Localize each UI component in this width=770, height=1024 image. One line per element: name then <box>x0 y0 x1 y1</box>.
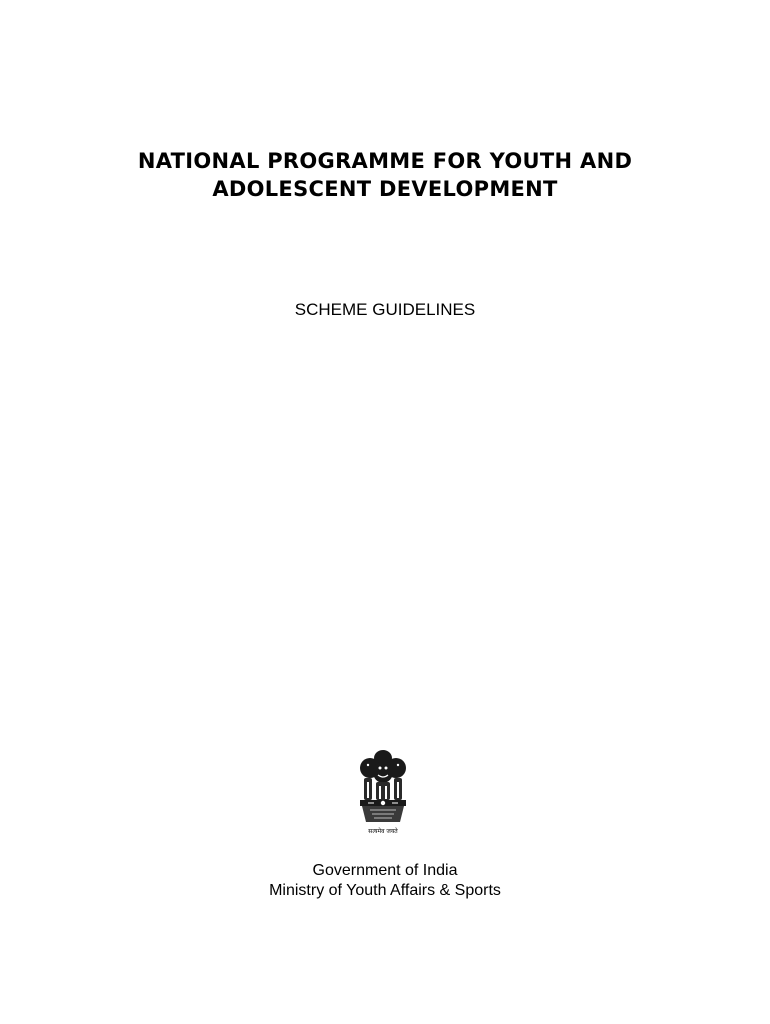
national-emblem-icon <box>348 748 418 840</box>
document-title-line-1: NATIONAL PROGRAMME FOR YOUTH AND <box>137 149 633 173</box>
footer-ministry-name: Ministry of Youth Affairs & Sports <box>269 882 501 899</box>
document-subtitle: SCHEME GUIDELINES <box>294 300 476 319</box>
document-title-line-2: ADOLESCENT DEVELOPMENT <box>212 177 558 201</box>
emblem-motto: सत्यमेव जयते <box>368 828 398 835</box>
footer-government-name: Government of India <box>312 862 458 879</box>
